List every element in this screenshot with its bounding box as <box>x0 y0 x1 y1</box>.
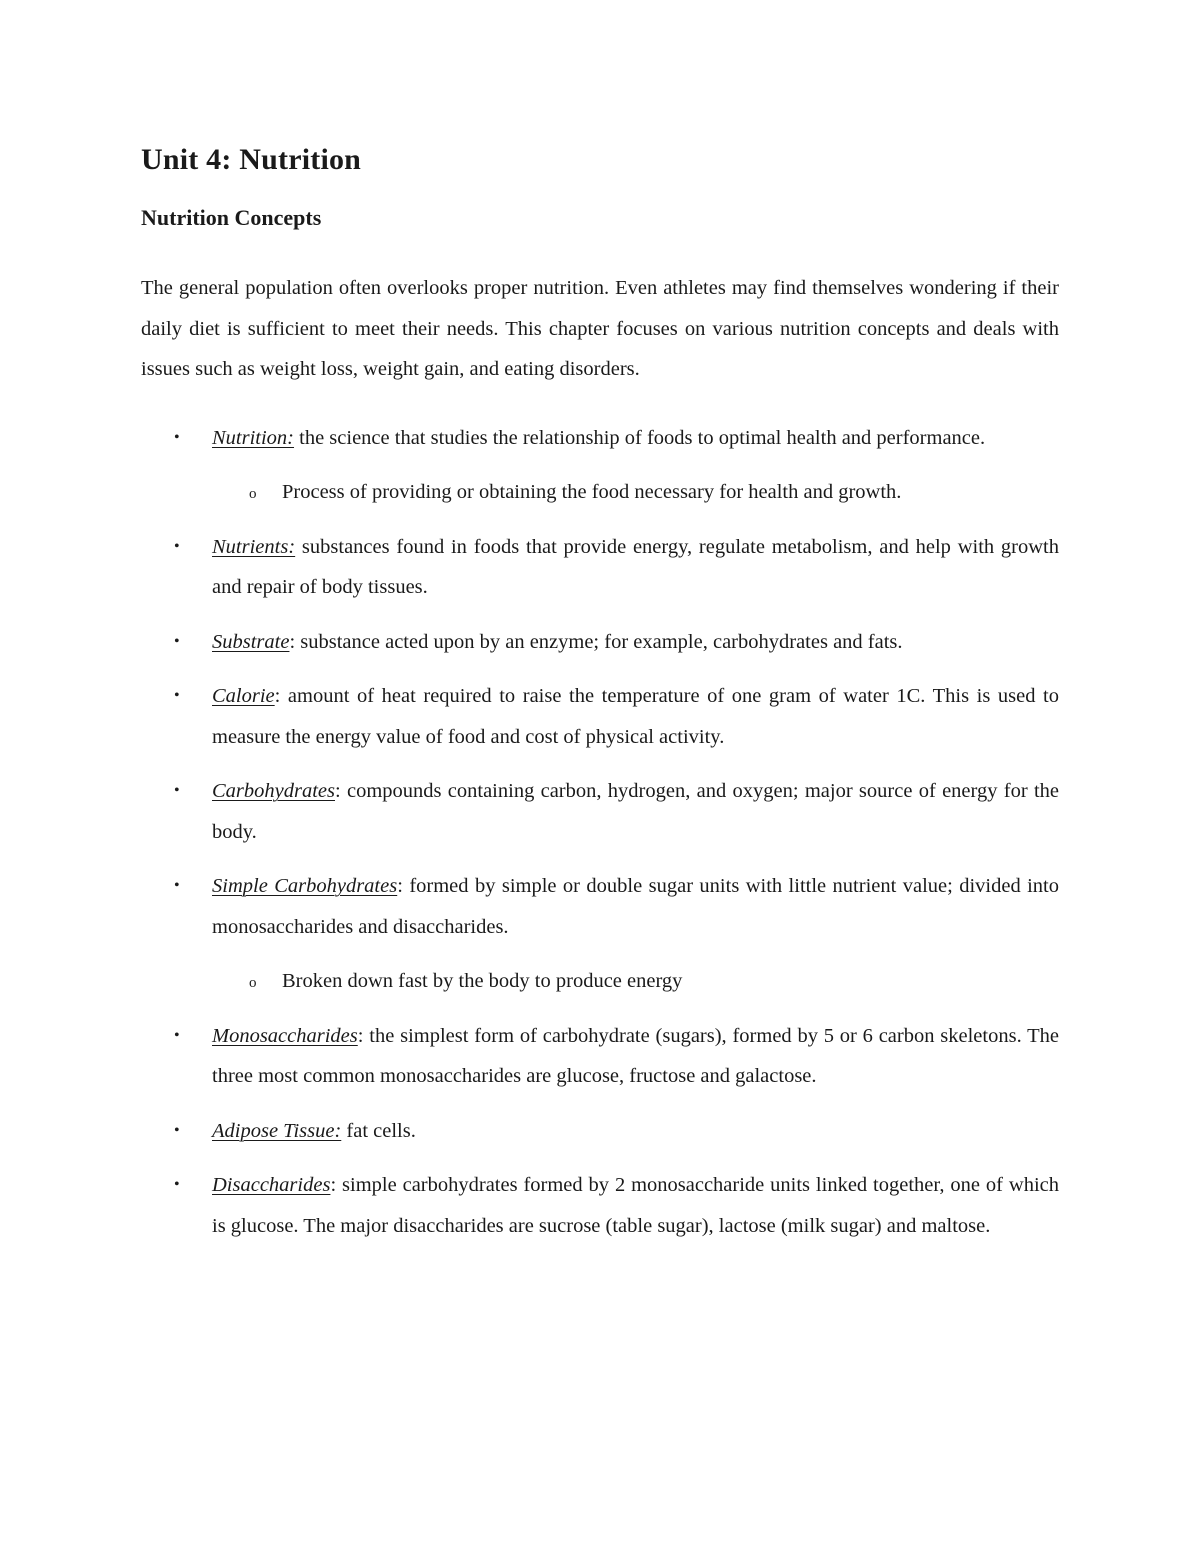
definition-term: Nutrition: <box>212 426 295 449</box>
hollow-bullet-icon: o <box>249 975 257 991</box>
definition-list <box>141 418 1059 1247</box>
definition-item <box>141 866 1059 1002</box>
definition-text: the simplest form of carbohydrate (sugars), formed by 5 or 6 carbon skeletons. The three most common monosaccharides are glucose, fructose and galactose. <box>212 1024 1059 1087</box>
sub-item-text: Process of providing or obtaining the food necessary for health and growth. <box>282 481 902 503</box>
definition-term: Adipose Tissue: <box>212 1119 342 1142</box>
intro-paragraph: The general population often overlooks proper nutrition. Even athletes may find themselves wondering if their daily diet is sufficient to meet their needs. This chapter focuses on various nutrition concepts and deals with issues such as weight loss, weight gain, and eating disorders. <box>141 277 1059 380</box>
definition-term: Carbohydrates <box>212 780 335 802</box>
bullet-icon: • <box>174 1121 180 1139</box>
bullet-icon: • <box>174 877 180 894</box>
definition-text: substance acted upon by an enzyme; for example, carbohydrates and fats. <box>295 630 903 653</box>
definition-item <box>141 622 1059 663</box>
definition-text: the science that studies the relationship of foods to optimal health and performance. <box>294 426 986 449</box>
sub-list-item <box>141 472 1059 513</box>
bullet-icon: • <box>174 537 180 555</box>
bullet-icon: • <box>174 1026 180 1044</box>
definition-term: Simple Carbohydrates <box>212 875 398 897</box>
term-separator: : <box>357 1024 364 1047</box>
definition-item <box>141 1165 1059 1246</box>
bullet-icon: • <box>174 782 180 799</box>
bullet-icon: • <box>174 428 180 446</box>
definition-term: Calorie <box>212 685 275 707</box>
definition-text: fat cells. <box>341 1119 416 1142</box>
definition-term: Substrate <box>212 630 290 653</box>
definition-item <box>141 771 1059 852</box>
definition-text: formed by simple or double sugar units with little nutrient value; divided into monosaccharides and disaccharides. <box>212 875 1060 938</box>
section-heading: Nutrition Concepts <box>141 205 322 230</box>
term-separator: : <box>289 630 296 653</box>
sub-list <box>141 472 1059 513</box>
term-separator: : <box>274 685 281 707</box>
sub-item-text: Broken down fast by the body to produce energy <box>282 970 683 992</box>
definition-item <box>141 1111 1059 1152</box>
definition-item <box>141 1016 1059 1097</box>
hollow-bullet-icon: o <box>249 486 257 502</box>
bullet-icon: • <box>174 1176 180 1193</box>
sub-list-item <box>141 961 1059 1002</box>
document-title: Unit 4: Nutrition <box>141 143 362 176</box>
term-separator: : <box>397 875 403 897</box>
definition-item <box>141 676 1059 757</box>
definition-text: amount of heat required to raise the temperature of one gram of water 1C. This is used to measure the energy value of food and cost of physical activity. <box>212 685 1059 748</box>
definition-item <box>141 418 1059 513</box>
document-page <box>141 138 1059 1260</box>
sub-list <box>141 961 1059 1002</box>
definition-text: compounds containing carbon, hydrogen, and oxygen; major source of energy for the body. <box>212 780 1059 843</box>
term-separator: : <box>330 1174 337 1196</box>
bullet-icon: • <box>174 687 180 704</box>
term-separator: : <box>335 780 341 802</box>
definition-term: Monosaccharides <box>212 1024 358 1047</box>
bullet-icon: • <box>174 632 180 650</box>
definition-text: substances found in foods that provide energy, regulate metabolism, and help with growth and repair of body tissues. <box>212 535 1059 598</box>
definition-item <box>141 527 1059 608</box>
definition-term: Nutrients: <box>212 535 296 558</box>
definition-term: Disaccharides <box>212 1174 331 1196</box>
definition-text: simple carbohydrates formed by 2 monosaccharide units linked together, one of which is glucose. The major disaccharides are sucrose (table sugar), lactose (milk sugar) and maltose. <box>212 1174 1059 1237</box>
